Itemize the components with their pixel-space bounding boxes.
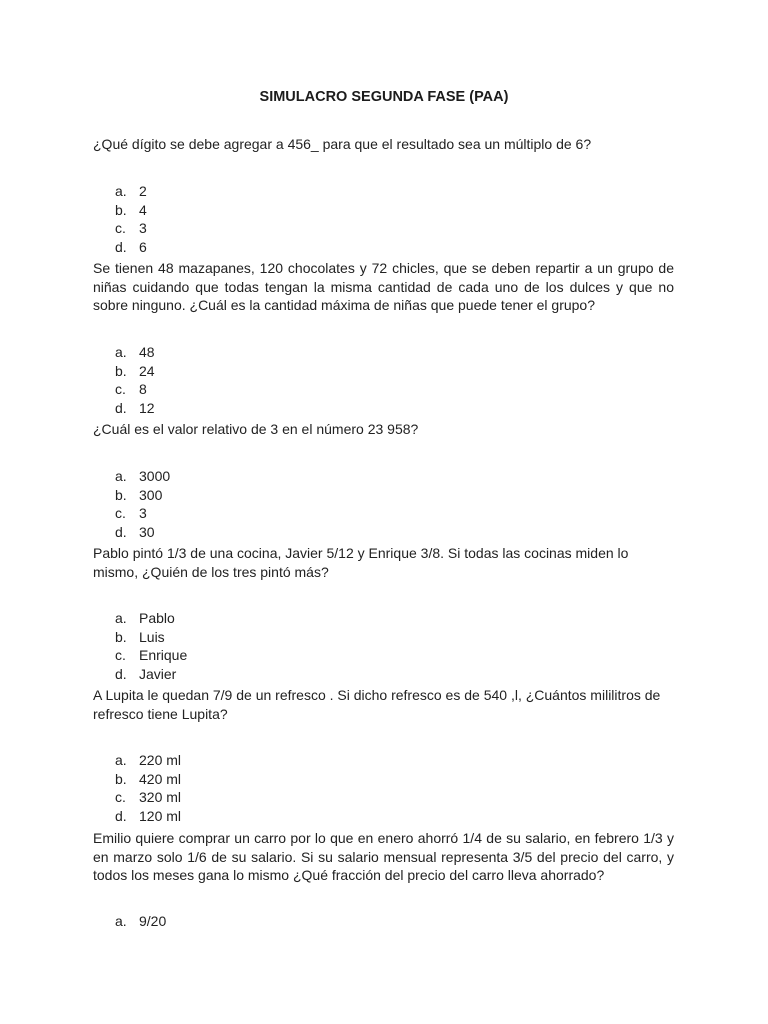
option-item	[115, 912, 166, 931]
question-2-options	[115, 343, 155, 417]
option-letter: c.	[115, 789, 126, 805]
option-letter: d.	[115, 238, 127, 255]
question-6-options	[115, 912, 166, 931]
option-item	[115, 201, 147, 220]
option-letter: b.	[115, 770, 127, 787]
option-letter: d.	[115, 807, 127, 824]
option-letter: a.	[115, 468, 127, 484]
option-item	[115, 238, 147, 257]
option-text: 3	[139, 220, 147, 236]
option-letter: b.	[115, 628, 127, 645]
option-letter: a.	[115, 183, 127, 199]
option-text: 420 ml	[139, 770, 182, 787]
option-text: 220 ml	[139, 752, 182, 768]
question-1-text: ¿Qué dígito se debe agregar a 456_ para que el resultado sea un múltiplo de 6?	[93, 136, 592, 152]
option-text: 3	[139, 505, 147, 521]
question-2-text: Se tienen 48 mazapanes, 120 chocolates y 72 chicles, que se deben repartir a un grupo de niñas cuidando que todas tengan la misma cantidad de cada uno de los dulces y que no sobre ninguno. ¿Cuál es la cantidad máxima de niñas que puede tener el grupo?	[93, 260, 674, 313]
option-letter: b.	[115, 486, 127, 503]
option-text: 320 ml	[139, 789, 182, 805]
option-item	[115, 182, 147, 201]
question-5-options	[115, 751, 181, 825]
question-1-options	[115, 182, 147, 256]
option-item	[115, 504, 170, 523]
option-item	[115, 628, 187, 647]
option-letter: a.	[115, 913, 127, 929]
question-6-text: Emilio quiere comprar un carro por lo que en enero ahorró 1/4 de su salario, en febrero 1/3 y en marzo solo 1/6 de su salario. Si su salario mensual representa 3/5 del precio del carro, y todos los meses gana lo mismo ¿Qué fracción del precio del carro lleva ahorrado?	[93, 830, 674, 883]
option-item	[115, 399, 155, 418]
option-text: 30	[139, 523, 155, 540]
option-item	[115, 486, 170, 505]
question-3-text: ¿Cuál es el valor relativo de 3 en el número 23 958?	[93, 421, 419, 437]
option-letter: b.	[115, 362, 127, 379]
option-letter: d.	[115, 399, 127, 416]
option-item	[115, 770, 181, 789]
option-item	[115, 609, 187, 628]
option-letter: b.	[115, 201, 127, 218]
option-text: 4	[139, 201, 147, 218]
option-letter: a.	[115, 610, 127, 626]
option-letter: c.	[115, 220, 126, 236]
option-item	[115, 788, 181, 807]
document-title: SIMULACRO SEGUNDA FASE (PAA)	[259, 89, 509, 105]
option-text: 24	[139, 362, 155, 379]
option-text: 12	[139, 399, 155, 416]
question-4-options	[115, 609, 187, 683]
option-letter: d.	[115, 665, 127, 682]
option-letter: a.	[115, 344, 127, 360]
option-item	[115, 380, 155, 399]
option-text: 8	[139, 381, 147, 397]
option-text: Enrique	[139, 647, 188, 663]
option-item	[115, 751, 181, 770]
option-text: 2	[139, 183, 147, 199]
option-text: 48	[139, 344, 155, 360]
question-3-options	[115, 467, 170, 541]
option-item	[115, 219, 147, 238]
question-4-text: Pablo pintó 1/3 de una cocina, Javier 5/12 y Enrique 3/8. Si todas las cocinas miden lo mismo, ¿Quién de los tres pintó más?	[93, 545, 629, 580]
option-text: 3000	[139, 468, 171, 484]
option-text: 300	[139, 486, 163, 503]
option-letter: c.	[115, 647, 126, 663]
option-text: 120 ml	[139, 807, 182, 824]
option-text: 9/20	[139, 913, 167, 929]
option-text: Pablo	[139, 610, 175, 626]
option-text: 6	[139, 238, 147, 255]
option-text: Luis	[139, 628, 165, 645]
option-item	[115, 467, 170, 486]
option-item	[115, 362, 155, 381]
option-letter: d.	[115, 523, 127, 540]
option-text: Javier	[139, 665, 177, 682]
option-item	[115, 665, 187, 684]
option-letter: a.	[115, 752, 127, 768]
option-item	[115, 646, 187, 665]
option-item	[115, 523, 170, 542]
option-item	[115, 807, 181, 826]
option-letter: c.	[115, 381, 126, 397]
question-5-text: A Lupita le quedan 7/9 de un refresco . Si dicho refresco es de 540 ,l, ¿Cuántos mililitros de refresco tiene Lupita?	[93, 687, 661, 722]
option-letter: c.	[115, 505, 126, 521]
option-item	[115, 343, 155, 362]
